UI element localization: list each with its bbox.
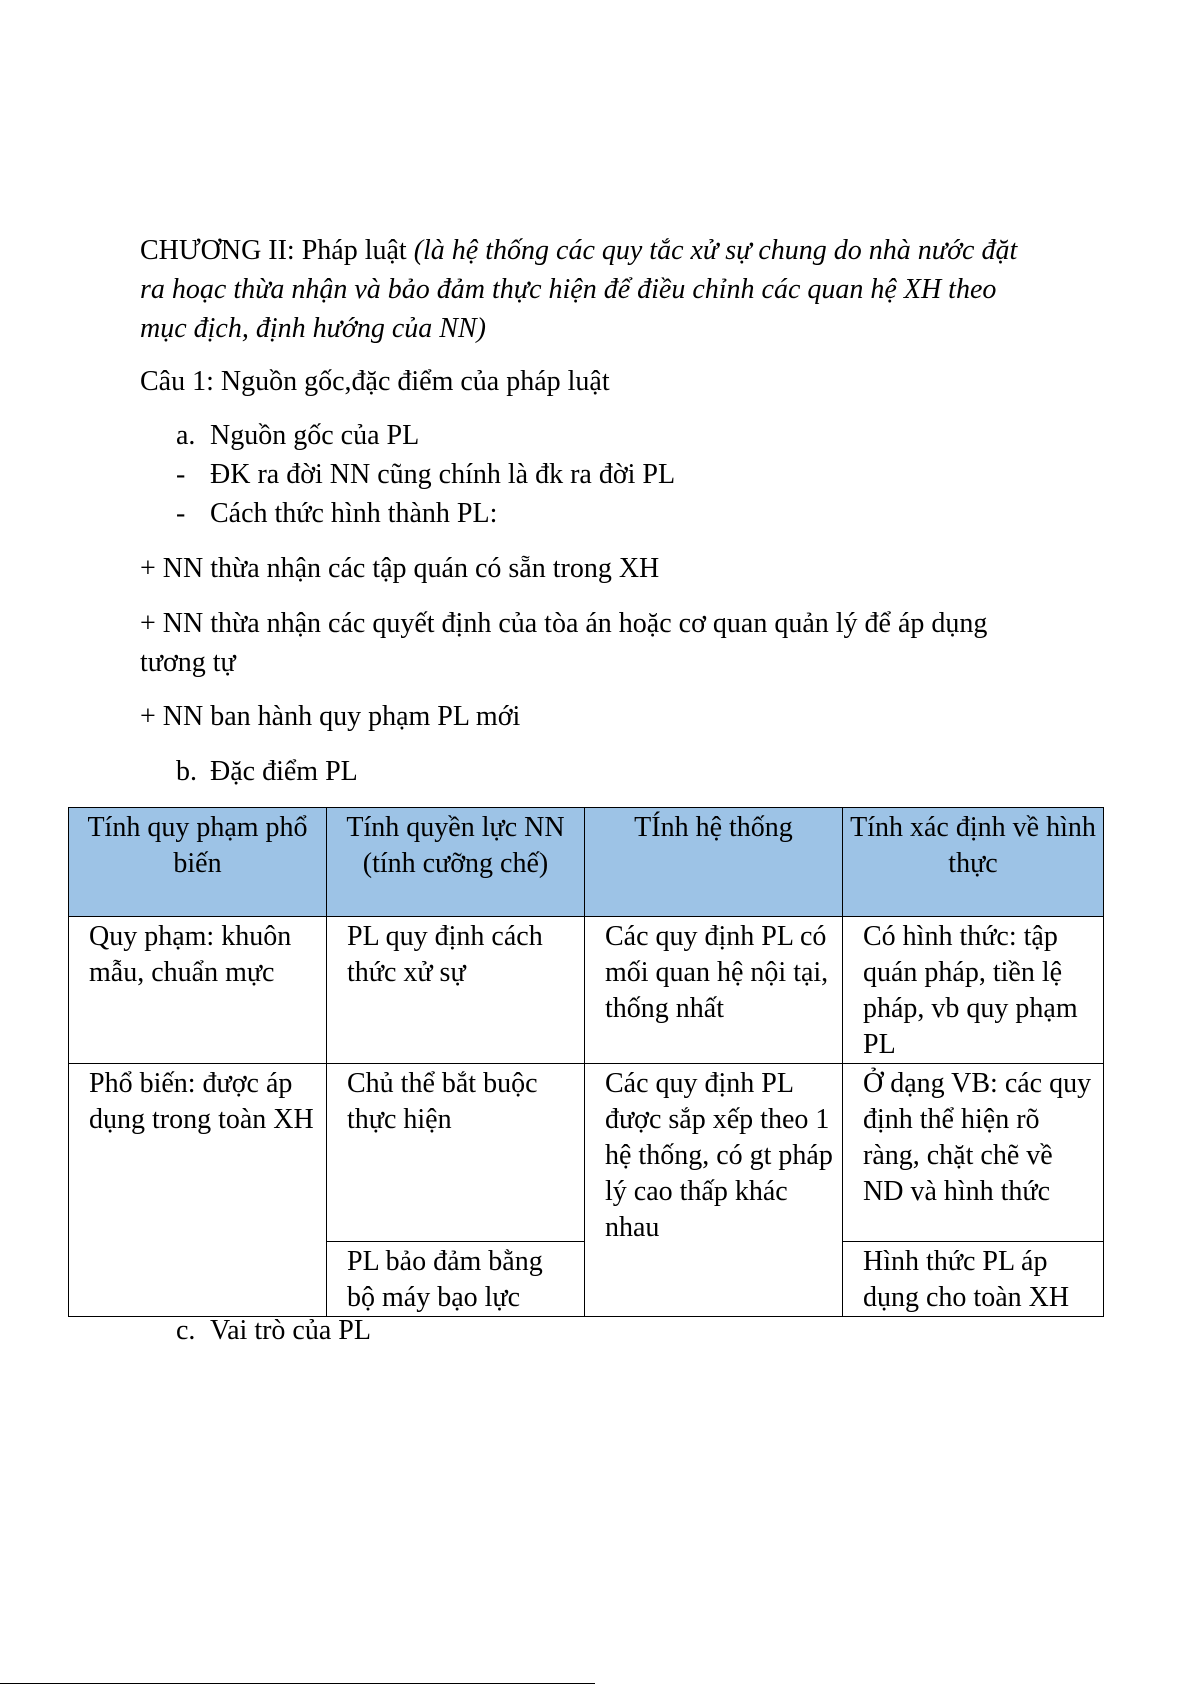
table-cell: Các quy định PL được sắp xếp theo 1 hệ thống, có gt pháp lý cao thấp khác nhau	[585, 1064, 843, 1317]
table-cell: Chủ thể bắt buộc thực hiện	[327, 1064, 585, 1242]
chapter-definition: (là hệ thống các quy tắc xử sự chung do nhà nước đặt ra hoạc thừa nhận và bảo đảm thực hiện để điều chỉnh các quan hệ XH theo mục địch, định hướng của NN)	[140, 235, 1018, 344]
section-a-heading	[176, 416, 419, 455]
table-row	[69, 1064, 1104, 1242]
section-c-title: Vai trò của PL	[210, 1315, 371, 1346]
table-header-cell: Tính quyền lực NN (tính cưỡng chế)	[327, 808, 585, 917]
table-cell: PL bảo đảm bằng bộ máy bạo lực	[327, 1242, 585, 1317]
section-c-heading	[176, 1311, 371, 1350]
bullet-item	[176, 455, 675, 494]
table-cell: PL quy định cách thức xử sự	[327, 917, 585, 1064]
table-cell: Ở dạng VB: các quy định thể hiện rõ ràng, chặt chẽ về ND và hình thức	[843, 1064, 1104, 1242]
table-header-cell: Tính quy phạm phổ biến	[69, 808, 327, 917]
features-table	[68, 807, 1104, 1317]
table-cell: Phổ biến: được áp dụng trong toàn XH	[69, 1064, 327, 1317]
section-c-marker: c.	[176, 1315, 196, 1346]
table-cell: Hình thức PL áp dụng cho toàn XH	[843, 1242, 1104, 1317]
table-cell: Quy phạm: khuôn mẫu, chuẩn mực	[69, 917, 327, 1064]
plus-item: + NN thừa nhận các quyết định của tòa án hoặc cơ quan quản lý để áp dụng tương tự	[140, 608, 988, 678]
section-b-title: Đặc điểm PL	[210, 756, 358, 787]
bullet-item	[176, 494, 497, 533]
chapter-heading	[140, 231, 1040, 348]
question-title: Câu 1: Nguồn gốc,đặc điểm của pháp luật	[140, 366, 610, 397]
table-cell: Có hình thức: tập quán pháp, tiền lệ pháp, vb quy phạm PL	[843, 917, 1104, 1064]
footnote-separator	[0, 1683, 595, 1684]
table-header-row	[69, 808, 1104, 917]
table-header-cell: Tính xác định về hình thực	[843, 808, 1104, 917]
bullet-marker: -	[176, 498, 186, 529]
table-header-cell: TÍnh hệ thống	[585, 808, 843, 917]
bullet-text: Cách thức hình thành PL:	[210, 498, 498, 529]
chapter-title: CHƯƠNG II: Pháp luật	[140, 235, 414, 266]
plus-item: + NN thừa nhận các tập quán có sẵn trong XH	[140, 553, 660, 584]
plus-item: + NN ban hành quy phạm PL mới	[140, 701, 521, 732]
bullet-text: ĐK ra đời NN cũng chính là đk ra đời PL	[210, 459, 676, 490]
section-b-marker: b.	[176, 756, 197, 787]
bullet-marker: -	[176, 459, 186, 490]
section-b-heading	[176, 752, 358, 791]
section-a-marker: a.	[176, 420, 196, 451]
table-cell: Các quy định PL có mối quan hệ nội tại, thống nhất	[585, 917, 843, 1064]
table-row	[69, 917, 1104, 1064]
section-a-title: Nguồn gốc của PL	[210, 420, 420, 451]
